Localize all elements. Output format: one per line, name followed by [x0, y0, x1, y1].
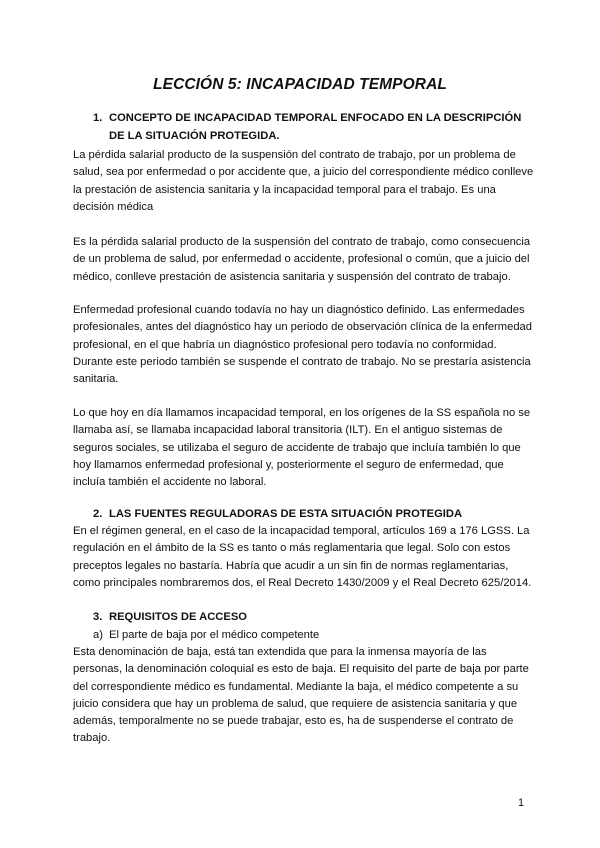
paragraph: Enfermedad profesional cuando todavía no hay un diagnóstico definido. Las enfermedades profesionales, antes del diagnóstico hay un periodo de observación clínica de la enfermedad profesional, en el que habría un diagnóstico profesional pero todavía no conformidad. Durante este periodo también se suspende el contrato de trabajo. No se prestaría asistencia sanitaria. — [73, 304, 532, 386]
section-heading-text: REQUISITOS DE ACCESO — [109, 611, 248, 623]
paragraph: La pérdida salarial producto de la suspensión del contrato de trabajo, por un problema de salud, sea por enfermedad o por accidente que, a juicio del correspondiente médico conlleve la prestación de asistencia sanitaria y la incapacidad temporal para el trabajo. Es una decisión médica — [73, 149, 534, 213]
paragraph: Es la pérdida salarial producto de la suspensión del contrato de trabajo, como consecuencia de un problema de salud, por enfermedad o accidente, profesional o común, que a juicio del médico, conlleve prestación de asistencia sanitaria y suspensión del contrato de trabajo. — [73, 236, 531, 283]
paragraph: Esta denominación de baja, está tan extendida que para la inmensa mayoría de las personas, la denominación coloquial es esto de baja. El requisito del parte de baja por parte del correspondiente médico es fundamental. Mediante la baja, el médico competente a su juicio considera que hay un problema de salud, que requiere de asistencia sanitaria y que además, temporalmente no se puede trabajar, esto es, ha de suspenderse el contrato de trabajo. — [73, 646, 529, 745]
section-heading-1 — [93, 110, 533, 145]
subsection-text: El parte de baja por el médico competente — [109, 629, 320, 641]
section-number: 1. — [93, 112, 103, 124]
document-title: LECCIÓN 5: INCAPACIDAD TEMPORAL — [153, 76, 447, 93]
section-heading-text: CONCEPTO DE INCAPACIDAD TEMPORAL ENFOCADO EN LA DESCRIPCIÓN DE LA SITUACIÓN PROTEGIDA. — [109, 112, 522, 142]
section-heading-2 — [93, 506, 533, 524]
page-number: 1 — [518, 797, 525, 809]
section-number: 2. — [93, 508, 103, 520]
section-heading-text: LAS FUENTES REGULADORAS DE ESTA SITUACIÓN PROTEGIDA — [109, 508, 463, 520]
subsection-heading — [93, 627, 319, 645]
section-heading-3 — [93, 609, 533, 627]
section-number: 3. — [93, 611, 103, 623]
paragraph: Lo que hoy en día llamamos incapacidad temporal, en los orígenes de la SS española no se llamaba así, se llamaba incapacidad laboral transitoria (ILT). En el antiguo sistemas de seguros sociales, se utilizaba el seguro de accidente de trabajo que incluía también lo que hoy llamamos enfermedad profesional y, posteriormente el seguro de enfermedad, que incluía también el accidente no laboral. — [73, 407, 531, 489]
subsection-label: a) — [93, 629, 103, 641]
paragraph: En el régimen general, en el caso de la incapacidad temporal, artículos 169 a 176 LGSS. La regulación en el ámbito de la SS es tanto o más reglamentaria que legal. Solo con estos preceptos legales no bastaría. Habría que acudir a un sin fin de normas reglamentarias, como principales nombraremos dos, el Real Decreto 1430/2009 y el Real Decreto 625/2014. — [73, 525, 532, 589]
